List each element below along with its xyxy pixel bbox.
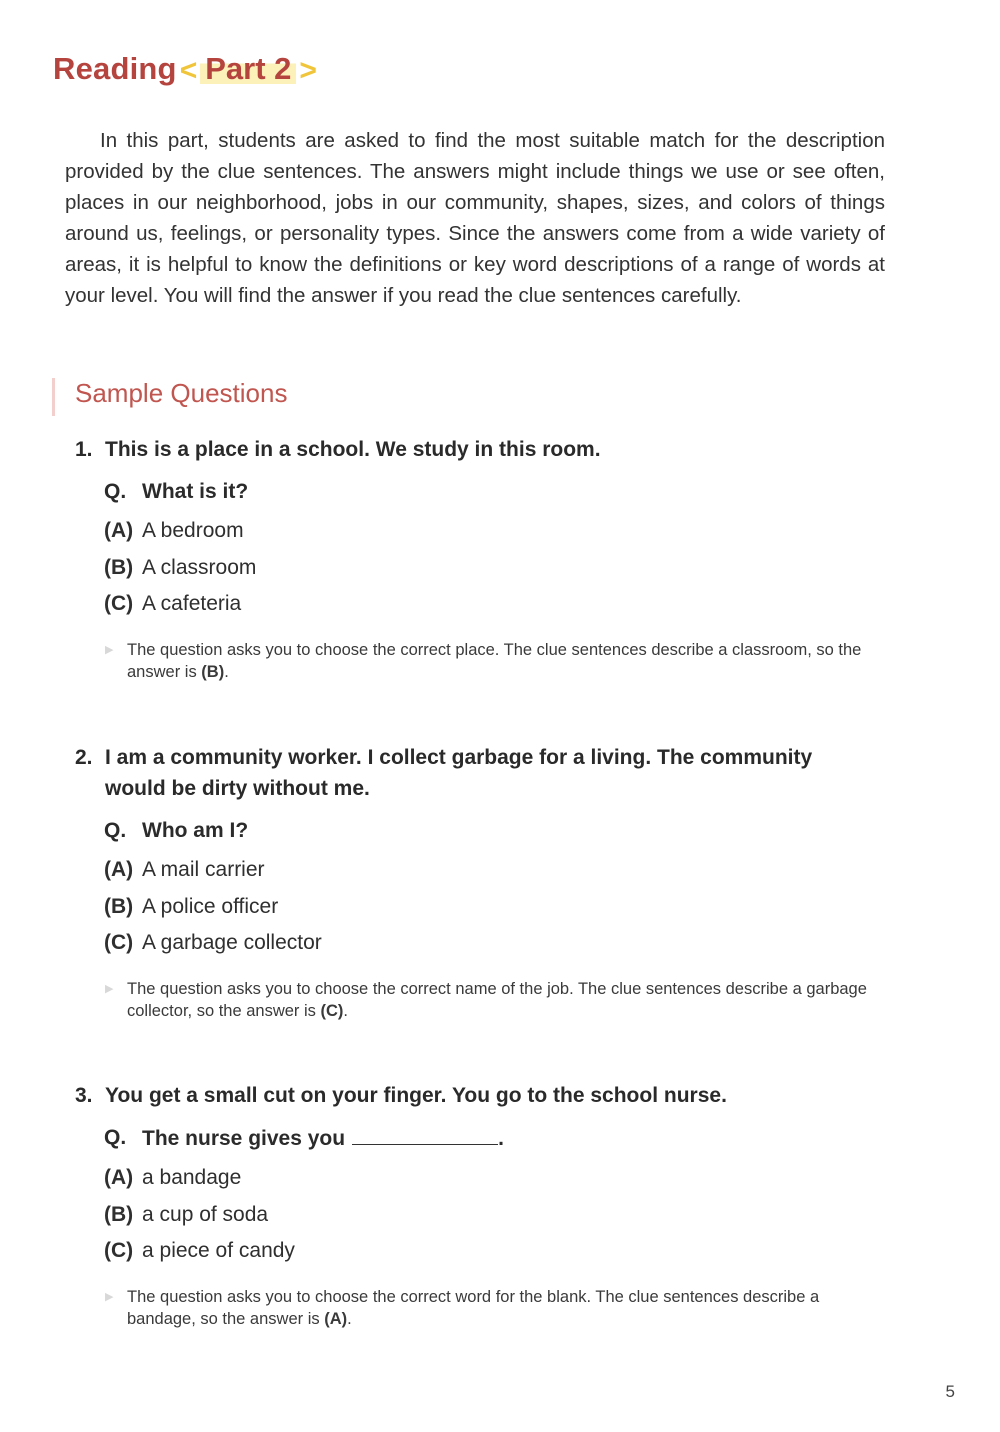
option-text: A garbage collector xyxy=(142,931,322,954)
explanation-period: . xyxy=(224,662,229,681)
question-prompt-text: Who am I? xyxy=(142,819,249,842)
part-label: Part 2 xyxy=(200,51,296,87)
left-bracket-icon: < xyxy=(179,54,198,87)
answer-options xyxy=(104,856,895,966)
option-b[interactable] xyxy=(104,893,895,930)
question-number: 3. xyxy=(75,1084,93,1107)
question-stem xyxy=(75,1080,895,1111)
question-prompt-text xyxy=(142,1123,504,1154)
option-b[interactable] xyxy=(104,554,895,591)
question-1 xyxy=(75,434,895,683)
question-prompt xyxy=(104,1123,895,1154)
option-label: (C) xyxy=(104,931,134,954)
option-label: (C) xyxy=(104,592,134,615)
triangle-right-icon: ▶ xyxy=(105,1290,114,1303)
option-text: a piece of candy xyxy=(142,1239,295,1262)
option-a[interactable] xyxy=(104,856,895,893)
explanation-text xyxy=(127,1286,877,1330)
option-text: A classroom xyxy=(142,555,257,579)
option-text: A mail carrier xyxy=(142,858,265,881)
option-c[interactable] xyxy=(104,929,895,966)
option-label: (A) xyxy=(104,1166,134,1189)
question-label: Q. xyxy=(104,480,127,503)
option-text: A bedroom xyxy=(142,519,244,542)
option-label: (C) xyxy=(104,1239,134,1262)
sample-questions-heading: Sample Questions xyxy=(52,378,287,416)
question-prompt-text: What is it? xyxy=(142,480,249,503)
explanation-body: The question asks you to choose the correct word for the blank. The clue sentences describe a bandage, so the answer is xyxy=(127,1287,820,1328)
option-c[interactable] xyxy=(104,1237,895,1274)
answer-label: (B) xyxy=(201,662,225,681)
answer-blank[interactable] xyxy=(352,1123,498,1145)
question-prompt xyxy=(104,816,895,846)
explanation xyxy=(105,978,895,1022)
right-bracket-icon: > xyxy=(299,54,317,87)
explanation-body: The question asks you to choose the correct name of the job. The clue sentences describe a garbage collector, so the answer is xyxy=(127,979,867,1020)
option-label: (B) xyxy=(104,555,134,579)
explanation-text xyxy=(127,639,877,683)
option-label: (B) xyxy=(104,1202,134,1226)
option-label: (A) xyxy=(104,519,134,542)
question-stem-text: You get a small cut on your finger. You go to the school nurse. xyxy=(105,1084,727,1107)
triangle-right-icon: ▶ xyxy=(105,982,114,995)
question-2 xyxy=(75,742,895,1022)
question-stem-text: This is a place in a school. We study in this room. xyxy=(105,438,601,461)
option-c[interactable] xyxy=(104,590,895,627)
option-a[interactable] xyxy=(104,517,895,554)
page-header xyxy=(53,50,320,88)
question-stem xyxy=(75,742,895,804)
question-3 xyxy=(75,1080,895,1330)
option-text: A cafeteria xyxy=(142,592,242,615)
question-stem xyxy=(75,434,895,465)
option-label: (A) xyxy=(104,858,134,881)
explanation xyxy=(105,1286,895,1330)
option-text: A police officer xyxy=(142,894,279,918)
answer-label: (A) xyxy=(324,1309,348,1328)
page-number: 5 xyxy=(945,1382,955,1401)
question-stem-text: I am a community worker. I collect garbage for a living. The community would be dirty without me. xyxy=(105,746,813,800)
answer-label: (C) xyxy=(320,1001,344,1020)
answer-options xyxy=(104,1164,895,1274)
question-prompt-body: The nurse gives you xyxy=(142,1127,346,1150)
explanation xyxy=(105,639,895,683)
explanation-period: . xyxy=(347,1309,352,1328)
question-number: 2. xyxy=(75,746,93,769)
section-title: Reading xyxy=(53,51,177,86)
answer-options xyxy=(104,517,895,627)
question-prompt xyxy=(104,477,895,507)
explanation-text xyxy=(127,978,877,1022)
option-text: a bandage xyxy=(142,1166,242,1189)
option-label: (B) xyxy=(104,894,134,918)
question-label: Q. xyxy=(104,1126,127,1149)
triangle-right-icon: ▶ xyxy=(105,643,114,656)
intro-paragraph: In this part, students are asked to find the most suitable match for the description provided by the clue sentences. The answers might include things we use or see often, places in our neighborhood, jobs in our community, shapes, sizes, and colors of things around us, feelings, or personality types. Since the answers come from a wide variety of areas, it is helpful to know the definitions or key word descriptions of a range of words at your level. You will find the answer if you read the clue sentences carefully. xyxy=(65,129,885,307)
option-a[interactable] xyxy=(104,1164,895,1201)
option-text: a cup of soda xyxy=(142,1202,269,1226)
question-number: 1. xyxy=(75,438,93,461)
explanation-period: . xyxy=(343,1001,349,1020)
question-prompt-end: . xyxy=(498,1127,504,1150)
explanation-body: The question asks you to choose the correct place. The clue sentences describe a classroom, so the answer is xyxy=(127,640,862,681)
option-b[interactable] xyxy=(104,1201,895,1238)
question-label: Q. xyxy=(104,819,127,842)
